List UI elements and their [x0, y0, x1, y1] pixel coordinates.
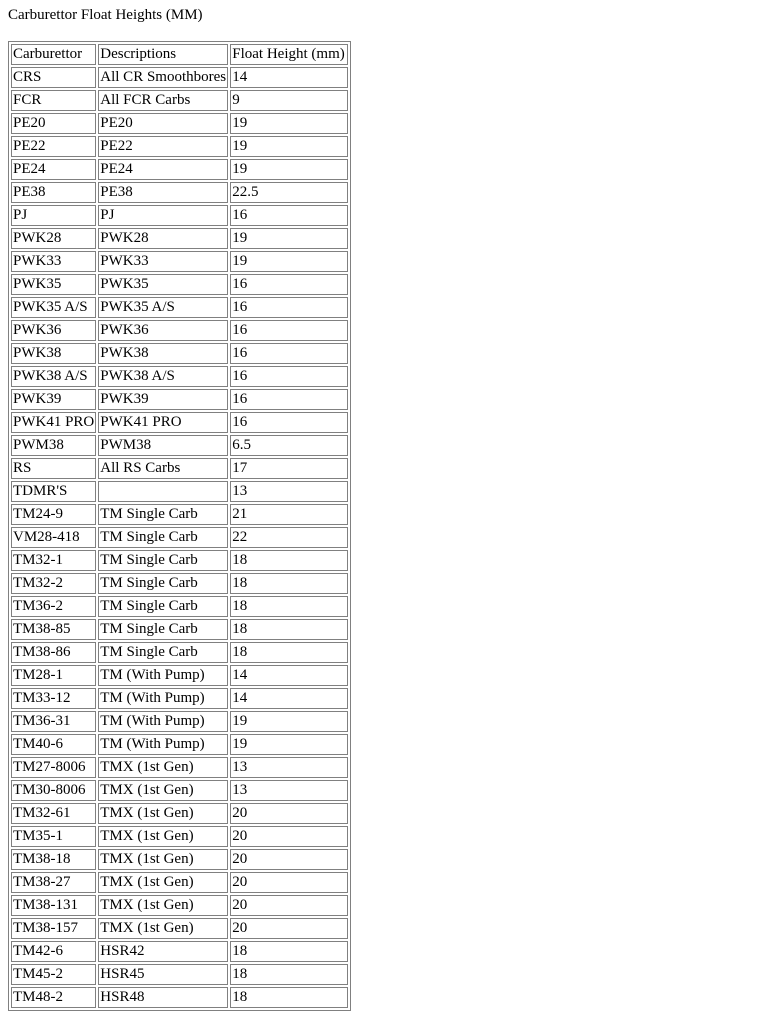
- float-height-cell: 18: [230, 596, 348, 617]
- float-height-cell: 16: [230, 320, 348, 341]
- table-row: [11, 527, 348, 548]
- table-row: [11, 159, 348, 180]
- table-row: [11, 872, 348, 893]
- description-cell: PWM38: [98, 435, 228, 456]
- float-height-cell: 22.5: [230, 182, 348, 203]
- description-cell: PWK35: [98, 274, 228, 295]
- table-row: [11, 251, 348, 272]
- description-cell: TM Single Carb: [98, 619, 228, 640]
- carburettor-cell: TM45-2: [11, 964, 96, 985]
- float-height-cell: 19: [230, 159, 348, 180]
- page-title: Carburettor Float Heights (MM): [8, 7, 203, 23]
- table-row: [11, 803, 348, 824]
- table-row: [11, 274, 348, 295]
- carburettor-cell: TM38-86: [11, 642, 96, 663]
- table-row: [11, 297, 348, 318]
- carburettor-cell: TM27-8006: [11, 757, 96, 778]
- carburettor-cell: CRS: [11, 67, 96, 88]
- description-cell: PWK36: [98, 320, 228, 341]
- description-cell: All FCR Carbs: [98, 90, 228, 111]
- description-cell: TMX (1st Gen): [98, 918, 228, 939]
- carburettor-cell: PWK35 A/S: [11, 297, 96, 318]
- float-height-cell: 13: [230, 757, 348, 778]
- float-height-cell: 18: [230, 550, 348, 571]
- table-row: [11, 849, 348, 870]
- carburettor-cell: PE20: [11, 113, 96, 134]
- table-row: [11, 757, 348, 778]
- carburettor-cell: TM38-131: [11, 895, 96, 916]
- float-height-cell: 18: [230, 964, 348, 985]
- description-cell: TMX (1st Gen): [98, 757, 228, 778]
- table-row: [11, 343, 348, 364]
- table-row: [11, 481, 348, 502]
- table-row: [11, 688, 348, 709]
- table-row: [11, 619, 348, 640]
- float-height-cell: 14: [230, 665, 348, 686]
- carburettor-cell: TM38-18: [11, 849, 96, 870]
- float-height-cell: 20: [230, 849, 348, 870]
- float-height-cell: 13: [230, 780, 348, 801]
- description-cell: PJ: [98, 205, 228, 226]
- table-row: [11, 412, 348, 433]
- carburettor-cell: TM42-6: [11, 941, 96, 962]
- table-row: [11, 573, 348, 594]
- table-row: [11, 504, 348, 525]
- description-cell: TM Single Carb: [98, 642, 228, 663]
- carburettor-cell: PWK35: [11, 274, 96, 295]
- table-body: [11, 67, 348, 1008]
- table-row: [11, 734, 348, 755]
- carburettor-cell: PWK38: [11, 343, 96, 364]
- header-row: [11, 44, 348, 65]
- table-row: [11, 665, 348, 686]
- description-cell: All CR Smoothbores: [98, 67, 228, 88]
- carburettor-cell: TM36-2: [11, 596, 96, 617]
- carburettor-cell: TM36-31: [11, 711, 96, 732]
- description-cell: TM Single Carb: [98, 596, 228, 617]
- table-row: [11, 780, 348, 801]
- carburettor-cell: TM30-8006: [11, 780, 96, 801]
- carburettor-cell: TM28-1: [11, 665, 96, 686]
- description-cell: PWK39: [98, 389, 228, 410]
- carburettor-cell: PWK33: [11, 251, 96, 272]
- table-row: [11, 458, 348, 479]
- carburettor-cell: PWM38: [11, 435, 96, 456]
- carburettor-cell: TM35-1: [11, 826, 96, 847]
- carburettor-cell: TM24-9: [11, 504, 96, 525]
- table-row: [11, 366, 348, 387]
- carburettor-cell: TM32-61: [11, 803, 96, 824]
- table-row: [11, 987, 348, 1008]
- description-cell: HSR42: [98, 941, 228, 962]
- carburettor-cell: TM32-1: [11, 550, 96, 571]
- float-height-cell: 20: [230, 872, 348, 893]
- carburettor-cell: TM38-157: [11, 918, 96, 939]
- carburettor-cell: TM48-2: [11, 987, 96, 1008]
- float-height-cell: 14: [230, 67, 348, 88]
- table-row: [11, 642, 348, 663]
- table-row: [11, 320, 348, 341]
- table-row: [11, 136, 348, 157]
- float-height-cell: 16: [230, 366, 348, 387]
- carburettor-cell: PE24: [11, 159, 96, 180]
- carburettor-cell: PE38: [11, 182, 96, 203]
- float-height-cell: 18: [230, 941, 348, 962]
- column-header-float-height: Float Height (mm): [230, 44, 348, 65]
- float-height-cell: 22: [230, 527, 348, 548]
- description-cell: PE24: [98, 159, 228, 180]
- column-header-descriptions: Descriptions: [98, 44, 228, 65]
- description-cell: PE20: [98, 113, 228, 134]
- description-cell: PE22: [98, 136, 228, 157]
- float-heights-table: [8, 41, 351, 1011]
- description-cell: TM (With Pump): [98, 734, 228, 755]
- float-height-cell: 19: [230, 228, 348, 249]
- carburettor-cell: PWK38 A/S: [11, 366, 96, 387]
- description-cell: PWK38: [98, 343, 228, 364]
- float-height-cell: 6.5: [230, 435, 348, 456]
- table-row: [11, 182, 348, 203]
- carburettor-cell: PE22: [11, 136, 96, 157]
- description-cell: PWK35 A/S: [98, 297, 228, 318]
- float-height-cell: 9: [230, 90, 348, 111]
- float-height-cell: 20: [230, 918, 348, 939]
- table-row: [11, 67, 348, 88]
- description-cell: TMX (1st Gen): [98, 803, 228, 824]
- float-height-cell: 16: [230, 412, 348, 433]
- float-height-cell: 21: [230, 504, 348, 525]
- carburettor-cell: TM38-27: [11, 872, 96, 893]
- table-row: [11, 711, 348, 732]
- table-row: [11, 895, 348, 916]
- float-height-cell: 20: [230, 895, 348, 916]
- float-height-cell: 16: [230, 343, 348, 364]
- table-row: [11, 113, 348, 134]
- float-height-cell: 16: [230, 389, 348, 410]
- description-cell: All RS Carbs: [98, 458, 228, 479]
- float-height-cell: 20: [230, 826, 348, 847]
- float-height-cell: 16: [230, 205, 348, 226]
- carburettor-cell: TM38-85: [11, 619, 96, 640]
- description-cell: TM Single Carb: [98, 527, 228, 548]
- carburettor-cell: VM28-418: [11, 527, 96, 548]
- description-cell: TMX (1st Gen): [98, 826, 228, 847]
- float-height-cell: 18: [230, 619, 348, 640]
- carburettor-cell: PWK41 PRO: [11, 412, 96, 433]
- float-height-cell: 19: [230, 734, 348, 755]
- description-cell: HSR45: [98, 964, 228, 985]
- table-header: [11, 44, 348, 65]
- float-height-cell: 20: [230, 803, 348, 824]
- description-cell: HSR48: [98, 987, 228, 1008]
- description-cell: TMX (1st Gen): [98, 872, 228, 893]
- float-height-cell: 19: [230, 251, 348, 272]
- carburettor-cell: PWK28: [11, 228, 96, 249]
- carburettor-cell: TM32-2: [11, 573, 96, 594]
- carburettor-cell: FCR: [11, 90, 96, 111]
- table-row: [11, 918, 348, 939]
- description-cell: TMX (1st Gen): [98, 780, 228, 801]
- float-height-cell: 18: [230, 642, 348, 663]
- table-row: [11, 596, 348, 617]
- float-height-cell: 16: [230, 297, 348, 318]
- description-cell: PE38: [98, 182, 228, 203]
- description-cell: TM Single Carb: [98, 504, 228, 525]
- description-cell: PWK41 PRO: [98, 412, 228, 433]
- description-cell: TM Single Carb: [98, 550, 228, 571]
- float-height-cell: 18: [230, 573, 348, 594]
- description-cell: PWK33: [98, 251, 228, 272]
- float-height-cell: 13: [230, 481, 348, 502]
- column-header-carburettor: Carburettor: [11, 44, 96, 65]
- table-row: [11, 435, 348, 456]
- table-row: [11, 826, 348, 847]
- carburettor-cell: PWK36: [11, 320, 96, 341]
- description-cell: TMX (1st Gen): [98, 895, 228, 916]
- table-row: [11, 389, 348, 410]
- description-cell: TM Single Carb: [98, 573, 228, 594]
- float-height-cell: 16: [230, 274, 348, 295]
- carburettor-cell: PJ: [11, 205, 96, 226]
- description-cell: TM (With Pump): [98, 665, 228, 686]
- float-height-cell: 19: [230, 711, 348, 732]
- table-row: [11, 90, 348, 111]
- table-row: [11, 550, 348, 571]
- carburettor-cell: TM40-6: [11, 734, 96, 755]
- float-height-cell: 18: [230, 987, 348, 1008]
- carburettor-cell: TDMR'S: [11, 481, 96, 502]
- float-height-cell: 19: [230, 136, 348, 157]
- carburettor-cell: TM33-12: [11, 688, 96, 709]
- description-cell: PWK28: [98, 228, 228, 249]
- table-row: [11, 964, 348, 985]
- description-cell: TMX (1st Gen): [98, 849, 228, 870]
- description-cell: PWK38 A/S: [98, 366, 228, 387]
- carburettor-cell: PWK39: [11, 389, 96, 410]
- description-cell: [98, 481, 228, 502]
- description-cell: TM (With Pump): [98, 688, 228, 709]
- float-height-cell: 17: [230, 458, 348, 479]
- table-row: [11, 941, 348, 962]
- description-cell: TM (With Pump): [98, 711, 228, 732]
- float-height-cell: 19: [230, 113, 348, 134]
- table-row: [11, 228, 348, 249]
- carburettor-cell: RS: [11, 458, 96, 479]
- table-row: [11, 205, 348, 226]
- float-height-cell: 14: [230, 688, 348, 709]
